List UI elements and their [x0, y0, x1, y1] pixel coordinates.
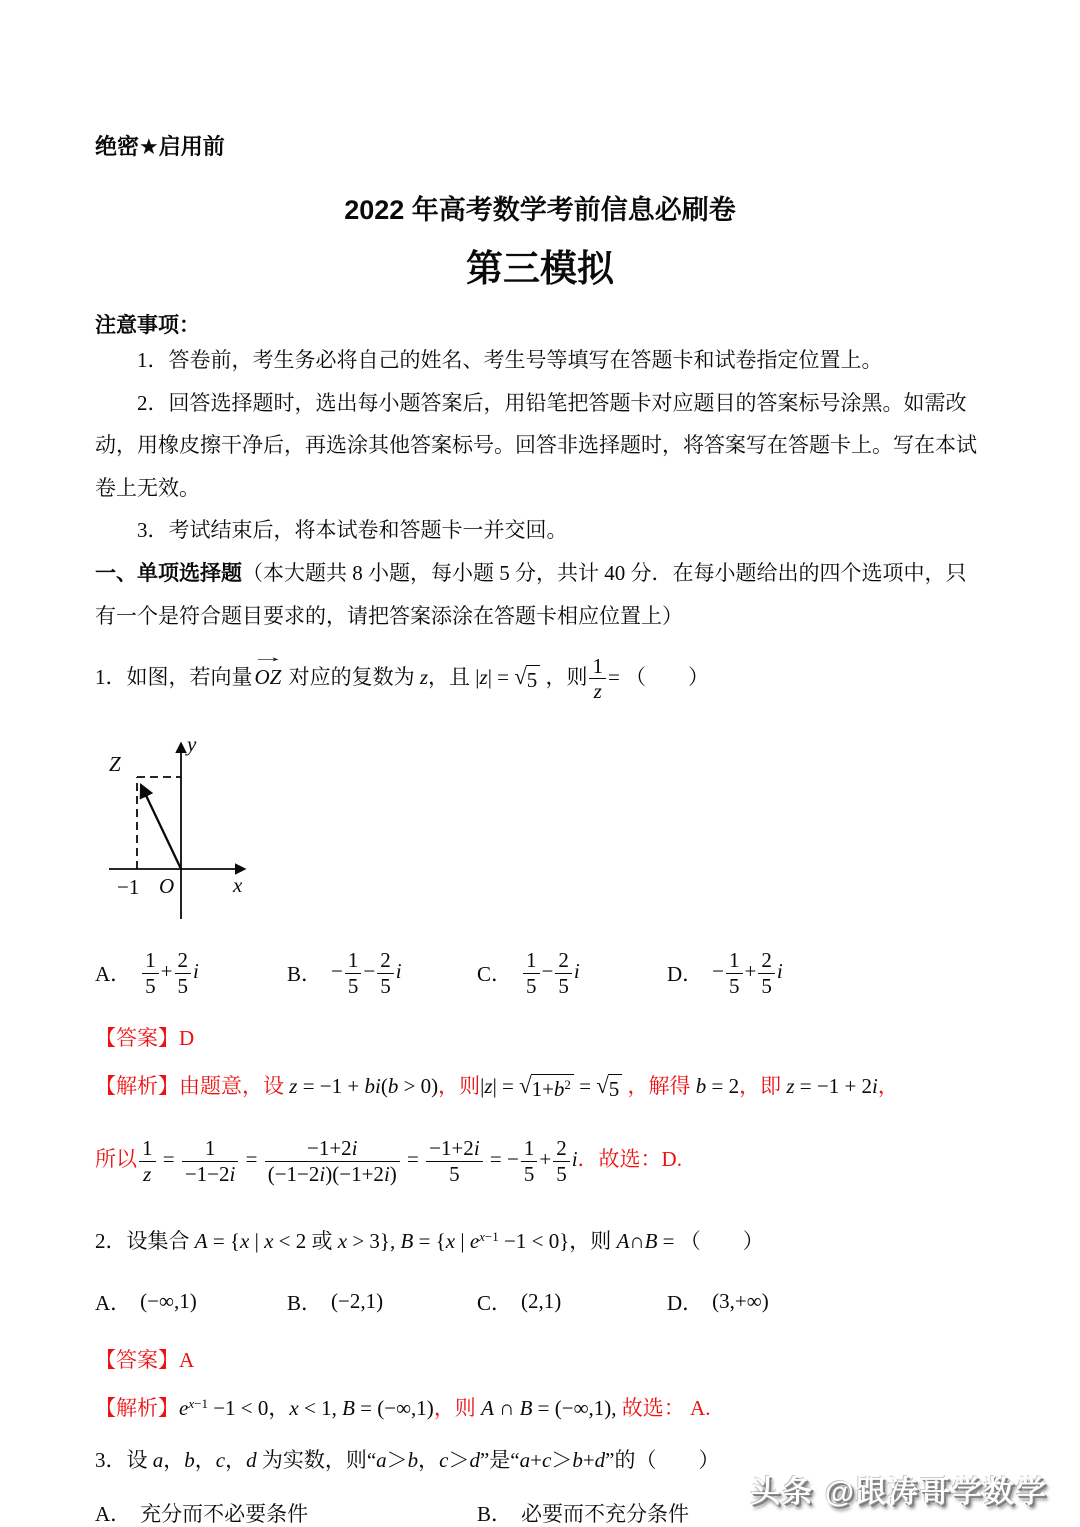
figure-label-z: Z — [109, 752, 121, 777]
figure-label-tick-minus1: −1 — [117, 875, 140, 900]
option-2-c — [477, 1280, 667, 1324]
option-label: A． — [95, 1502, 132, 1527]
figure-label-y: y — [187, 732, 197, 757]
option-label: C． — [477, 962, 513, 987]
option-label: B． — [477, 1502, 513, 1527]
section-heading — [95, 552, 985, 638]
question-1-answer — [95, 1022, 985, 1052]
option-label: D． — [667, 1290, 704, 1315]
option-value: $\frac{1}{5}$ − $\frac{2}{5}$ i — [521, 948, 580, 999]
option-1-d — [667, 937, 985, 1009]
section-title: 一、单项选择题 — [95, 561, 242, 585]
question-2-stem: 2．设集合 A = {x | x < 2 或 x > 3}, B = {x | $e^{x-1} -1 < 0$}，则 A∩B = （ ） — [95, 1229, 764, 1254]
analysis-content: 由题意，设 z = −1 + bi(b > 0)，则|z| = √ $1+b^2$ = √ 5 ，解得 b = 2，即 z = −1 + 2i， — [179, 1073, 899, 1102]
option-2-b — [287, 1280, 477, 1324]
question-1-options — [95, 937, 985, 1009]
option-value: (3,+∞) — [712, 1289, 769, 1314]
section-instructions: （本大题共 8 小题，每小题 5 分，共计 40 分．在每小题给出的四个选项中，只有一个是符合题目要求的，请把答案添涂在答题卡相应位置上） — [95, 560, 967, 628]
analysis-label: 【解析】 — [95, 1395, 179, 1420]
option-1-c — [477, 937, 667, 1009]
answer-value: A — [179, 1347, 195, 1372]
option-value: (−2,1) — [331, 1289, 384, 1314]
option-label: A． — [95, 1290, 132, 1315]
option-value: (−∞,1) — [140, 1289, 197, 1314]
note-item-3: 3．考试结束后，将本试卷和答题卡一并交回。 — [137, 518, 568, 542]
question-1-analysis-line-2 — [95, 1123, 985, 1199]
analysis-label: 【解析】 — [95, 1074, 179, 1099]
answer-label: 【答案】 — [95, 1026, 179, 1051]
option-label: D． — [667, 962, 704, 987]
question-2-analysis — [95, 1395, 985, 1421]
option-1-a — [95, 937, 287, 1009]
analysis-content: $e^{x-1} -1 < 0$，x < 1, B = (−∞,1)，则 A ∩ B = (−∞,1), 故选： A. — [179, 1395, 711, 1420]
vector-oz-arrow — [142, 787, 181, 869]
option-1-b — [287, 937, 477, 1009]
option-label: C． — [477, 1290, 513, 1315]
option-label: A． — [95, 962, 132, 987]
paper-title: 2022 年高考数学考前信息必刷卷 — [344, 195, 736, 225]
option-3-a — [95, 1498, 477, 1527]
notes-heading: 注意事项： — [95, 314, 200, 337]
option-2-a — [95, 1280, 287, 1324]
question-1-figure — [97, 729, 985, 931]
option-label: B． — [287, 1290, 323, 1315]
analysis-content: 所以 $\frac{1}{z}$ = $\frac{1}{-1-2i}$ = $\frac{-1+2i}{(-1-2i)(-1+2i)}$ = $\frac{-1+2i}{5}$ = − $\frac{1}{5}$ + $\frac{2}{5}$ i．故选：D. — [95, 1136, 682, 1186]
option-value: 必要而不充分条件 — [521, 1502, 690, 1527]
option-value: − $\frac{1}{5}$ + $\frac{2}{5}$ i — [712, 947, 783, 998]
figure-label-origin: O — [159, 874, 175, 899]
question-1-stem: 1．如图，若向量 → OZ 对应的复数为 z，且 |z| = √ 5 ，则 $\frac{1}{z}$ = （ ） — [95, 650, 710, 704]
option-value: − $\frac{1}{5}$ − $\frac{2}{5}$ i — [331, 947, 402, 998]
option-value: (2,1) — [521, 1289, 562, 1314]
figure-label-x: x — [233, 873, 243, 898]
answer-label: 【答案】 — [95, 1347, 179, 1372]
question-1-analysis-line-1 — [95, 1073, 985, 1102]
question-3-stem: 3．设 a，b，c，d 为实数，则“a＞b，c＞d”是“a+c＞b+d”的（ ） — [95, 1447, 720, 1472]
q1-figure-svg — [97, 729, 272, 925]
question-2-options — [95, 1280, 985, 1324]
question-2-answer — [95, 1344, 985, 1374]
note-item-2: 2．回答选择题时，选出每小题答案后，用铅笔把答题卡对应题目的答案标号涂黑。如需改动，用橡皮擦干净后，再选涂其他答案标号。回答非选择题时，将答案写在答题卡上。写在本试卷上无效。 — [95, 390, 977, 500]
classification-label: 绝密★启用前 — [95, 134, 225, 159]
note-item-1: 1．答卷前，考生务必将自己的姓名、考生号等填写在答题卡和试卷指定位置上。 — [137, 348, 883, 372]
option-value: 充分而不必要条件 — [140, 1502, 309, 1527]
watermark-text: 头条 @跟涛哥学数学 — [750, 1476, 1048, 1509]
option-value: $\frac{1}{5}$ + $\frac{2}{5}$ i — [140, 948, 199, 999]
option-2-d — [667, 1280, 985, 1324]
answer-value: D — [179, 1026, 195, 1051]
option-label: B． — [287, 962, 323, 987]
paper-subtitle: 第三模拟 — [466, 248, 614, 289]
